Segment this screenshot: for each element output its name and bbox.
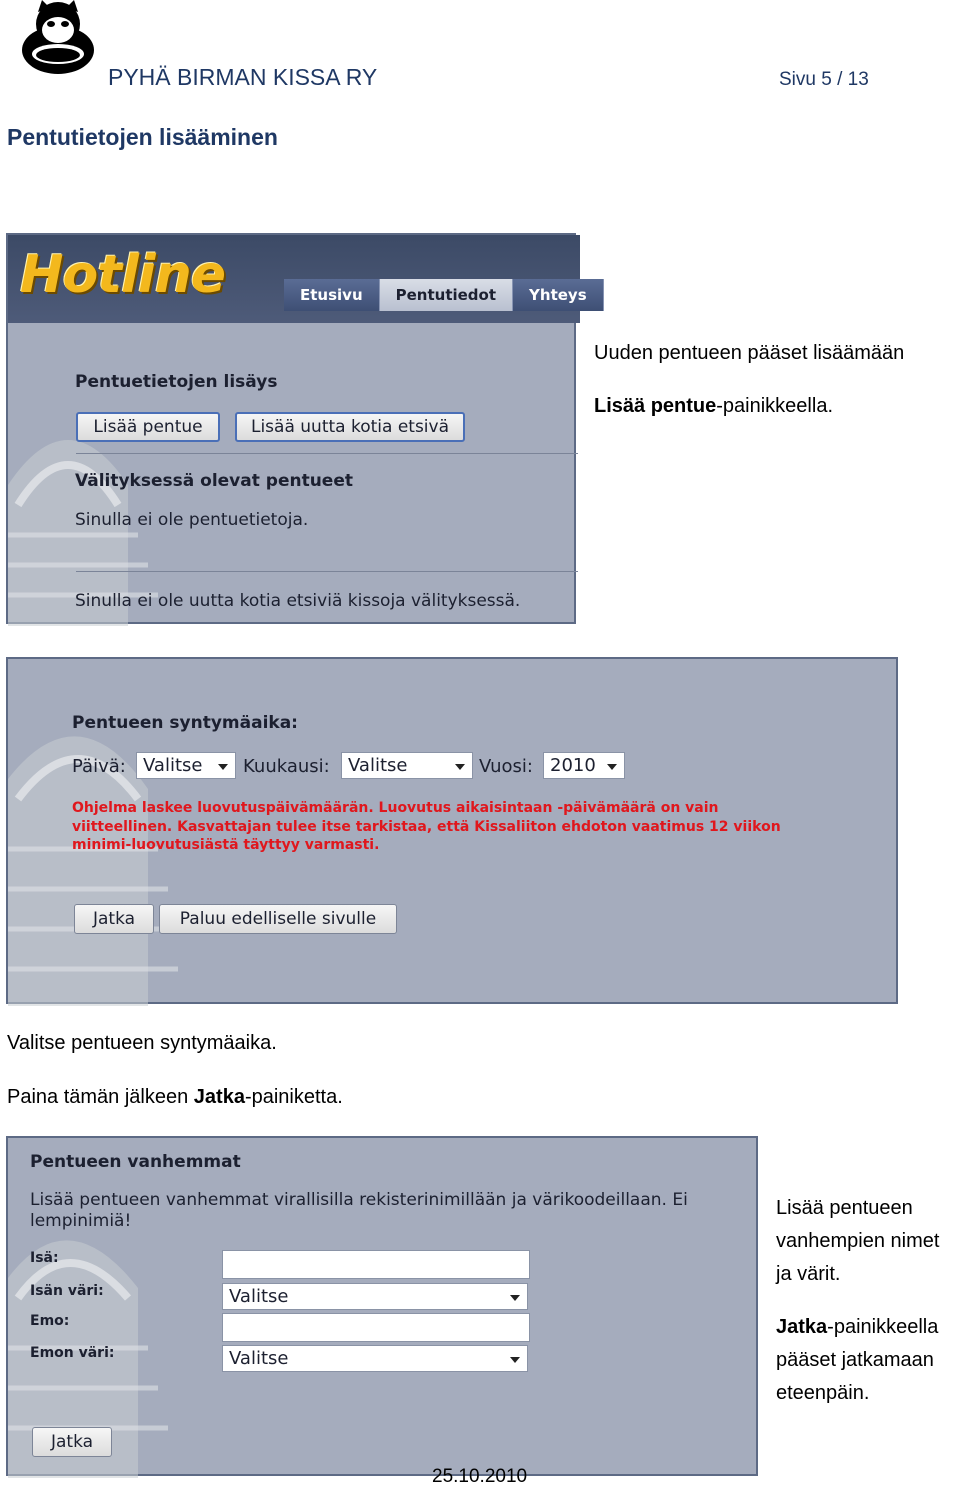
instruction-1-line1: Uuden pentueen pääset lisäämään: [594, 342, 905, 364]
no-litters-text: Sinulla ei ole pentuetietoja.: [75, 510, 309, 530]
instruction-1-line2: [594, 394, 833, 418]
continue-button[interactable]: Jatka: [32, 1427, 112, 1457]
section-title: Pentutietojen lisääminen: [7, 124, 278, 150]
organization-title: PYHÄ BIRMAN KISSA RY: [108, 64, 378, 90]
instruction-3-line5: pääset jatkamaan: [776, 1349, 934, 1371]
hotline-logo: Hotline: [20, 245, 226, 305]
instruction-3-line4: [776, 1311, 939, 1344]
day-select[interactable]: [136, 752, 236, 779]
add-litter-button[interactable]: Lisää pentue: [76, 412, 220, 442]
no-homes-text: Sinulla ei ole uutta kotia etsiviä kissoja välityksessä.: [75, 591, 521, 611]
main-nav: [284, 279, 604, 311]
dam-color-label: Emon väri:: [30, 1345, 115, 1361]
chevron-down-icon: [510, 1357, 520, 1363]
hotline-banner: [8, 235, 587, 323]
parents-heading: Pentueen vanhemmat: [30, 1152, 241, 1172]
day-label: Päivä:: [72, 756, 126, 777]
instruction-2-prefix: Paina tämän jälkeen: [7, 1086, 194, 1108]
chevron-down-icon: [218, 764, 228, 770]
instruction-1-bold: Lisää pentue: [594, 395, 717, 417]
instruction-2-rest: -painiketta.: [244, 1086, 343, 1108]
instruction-3-rest: -painikkeella: [827, 1316, 939, 1338]
month-select-value: Valitse: [348, 755, 408, 776]
chevron-down-icon: [455, 764, 465, 770]
chevron-down-icon: [607, 764, 617, 770]
divider: [76, 571, 578, 572]
tab-pentutiedot[interactable]: Pentutiedot: [380, 279, 513, 311]
birthdate-heading: Pentueen syntymäaika:: [72, 713, 298, 733]
dam-label: Emo:: [30, 1313, 70, 1329]
parents-intro-line1: Lisää pentueen vanhemmat virallisilla rekisterinimillään ja värikoodeillaan. Ei: [30, 1190, 688, 1210]
divider: [76, 453, 578, 454]
dam-color-value: Valitse: [229, 1348, 289, 1369]
instruction-3-line6: eteenpäin.: [776, 1382, 870, 1404]
warning-line2: viitteellinen. Kasvattajan tulee itse tarkistaa, että Kissaliiton ehdoton vaatimus 12 viikon: [72, 819, 781, 835]
month-label: Kuukausi:: [243, 756, 330, 777]
sire-input[interactable]: [222, 1250, 530, 1279]
dam-input[interactable]: [222, 1313, 530, 1342]
sire-label: Isä:: [30, 1250, 59, 1266]
instruction-2-line1: Valitse pentueen syntymäaika.: [7, 1032, 277, 1054]
year-select[interactable]: [543, 752, 625, 779]
continue-button[interactable]: Jatka: [74, 904, 154, 934]
sire-color-value: Valitse: [229, 1286, 289, 1307]
instruction-3: [776, 1192, 939, 1410]
screenshot-birthdate: [6, 657, 898, 1004]
parents-intro-line2: lempinimiä!: [30, 1211, 132, 1231]
instruction-3-line1: Lisää pentueen: [776, 1197, 913, 1219]
dam-color-select[interactable]: [222, 1345, 528, 1372]
sire-color-select[interactable]: [222, 1283, 528, 1310]
back-button[interactable]: Paluu edelliselle sivulle: [159, 904, 397, 934]
footer-date: 25.10.2010: [432, 1466, 528, 1487]
instruction-3-line3: ja värit.: [776, 1263, 841, 1285]
month-select[interactable]: [341, 752, 473, 779]
cat-logo-icon: [18, 0, 98, 78]
add-home-seeker-button[interactable]: Lisää uutta kotia etsivä: [235, 412, 465, 442]
instruction-1-rest: -painikkeella.: [716, 395, 833, 417]
instruction-2-bold: Jatka: [193, 1086, 245, 1108]
listing-heading: Välityksessä olevat pentueet: [75, 471, 353, 491]
warning-line1: Ohjelma laskee luovutuspäivämäärän. Luovutus aikaisintaan -päivämäärä on vain: [72, 800, 719, 816]
tab-yhteys[interactable]: Yhteys: [513, 279, 604, 311]
sire-color-label: Isän väri:: [30, 1283, 104, 1299]
day-select-value: Valitse: [143, 755, 203, 776]
warning-line3: minimi-luovutusiästä täyttyy varmasti.: [72, 837, 380, 853]
instruction-3-line2: vanhempien nimet: [776, 1230, 940, 1252]
chevron-down-icon: [510, 1295, 520, 1301]
screenshot-parents: [6, 1136, 758, 1476]
instruction-2-line2: [7, 1085, 343, 1109]
page-number: Sivu 5 / 13: [779, 69, 869, 90]
year-select-value: 2010: [550, 755, 596, 776]
litter-info-heading: Pentuetietojen lisäys: [75, 372, 278, 392]
tab-etusivu[interactable]: Etusivu: [284, 279, 380, 311]
instruction-3-bold: Jatka: [776, 1316, 828, 1338]
year-label: Vuosi:: [479, 756, 533, 777]
screenshot-litter-add: [6, 233, 587, 624]
